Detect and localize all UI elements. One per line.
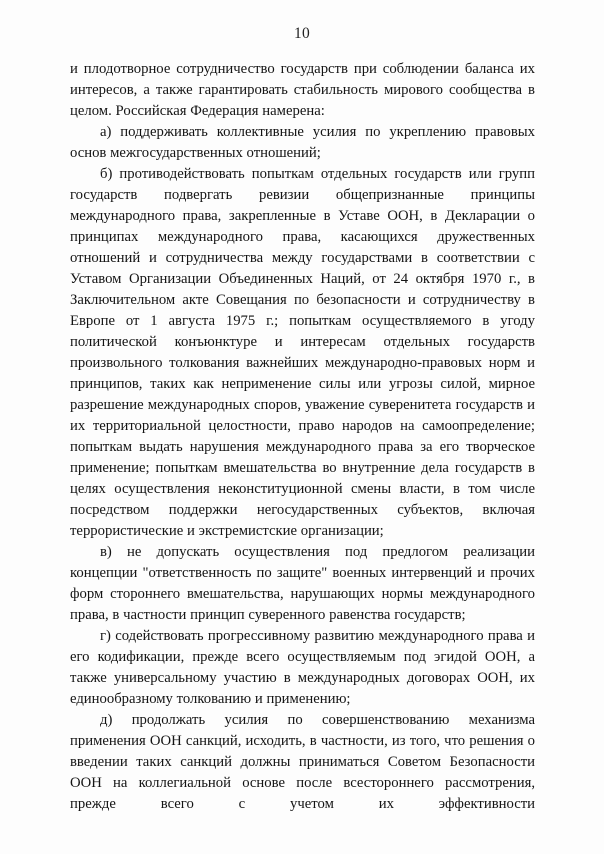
- paragraph-item-d: д) продолжать усилия по совершенствованию механизма применения ООН санкций, исходить, в частности, из того, что решения о введении таких санкций должны приниматься Советом Безопасности ООН на коллегиальной основе после всестороннего рассмотрения, прежде всего с учетом их эффективности: [70, 712, 535, 812]
- document-body: [70, 59, 535, 815]
- paragraph-item-g: г) содействовать прогрессивному развитию международного права и его кодификации, прежде всего осуществляемым под эгидой ООН, а также универсальному участию в международных договорах ООН, их единообразному толкованию и применению;: [70, 628, 535, 707]
- paragraph-item-v: в) не допускать осуществления под предлогом реализации концепции "ответственность по защите" военных интервенций и прочих форм стороннего вмешательства, нарушающих нормы международного права, в частности принцип суверенного равенства государств;: [70, 544, 535, 623]
- paragraph-item-a: а) поддерживать коллективные усилия по укреплению правовых основ межгосударственных отношений;: [70, 124, 535, 161]
- page-number: 10: [293, 25, 311, 42]
- paragraph-item-b: б) противодействовать попыткам отдельных государств или групп государств подвергать ревизии общепризнанные принципы международного права, закрепленные в Уставе ООН, в Декларации о принципах международного права, касающихся дружественных отношений и сотрудничества между государствами в соответствии с Уставом Организации Объединенных Наций, от 24 октября 1970 г., в Заключительном акте Совещания по безопасности и сотрудничеству в Европе от 1 августа 1975 г.; попыткам осуществляемого в угоду политической конъюнктуре и интересам отдельных государств произвольного толкования важнейших международно-правовых норм и принципов, таких как неприменение силы или угрозы силой, мирное разрешение международных споров, уважение суверенитета государств и их территориальной целостности, право народов на самоопределение; попыткам выдать нарушения международного права за его творческое применение; попыткам вмешательства во внутренние дела государств в целях осуществления неконституционной смены власти, в том числе посредством поддержки негосударственных субъектов, включая террористические и экстремистские организации;: [70, 166, 535, 539]
- paragraph-intro: и плодотворное сотрудничество государств при соблюдении баланса их интересов, а также гарантировать стабильность мирового сообщества в целом. Российская Федерация намерена:: [70, 61, 535, 119]
